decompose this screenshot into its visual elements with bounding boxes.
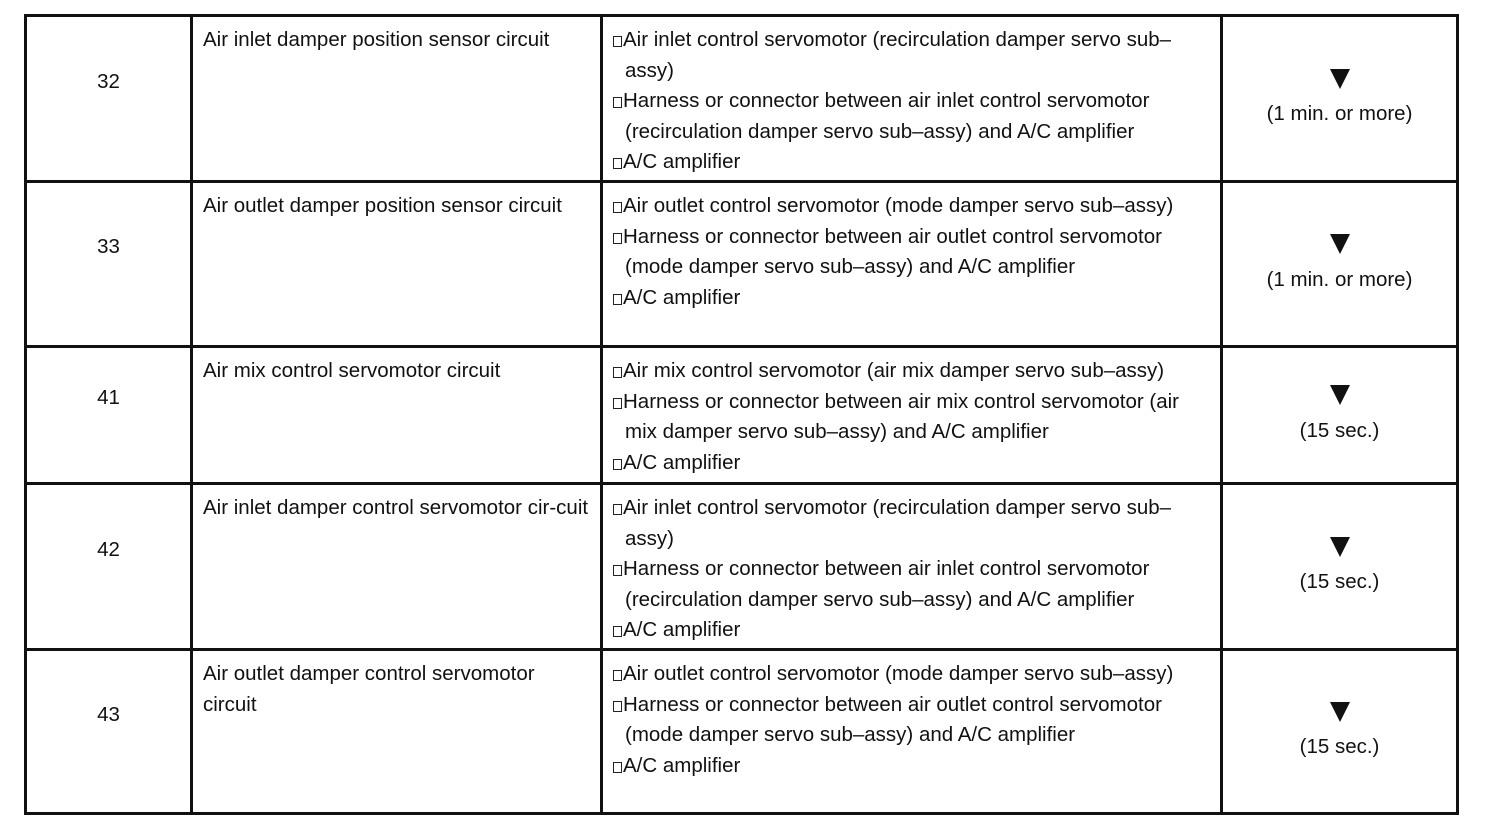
detection-timing-text: (15 sec.)	[1299, 570, 1380, 594]
trouble-area-item: Harness or connector between air inlet control servomotor (recirculation damper servo sub–assy) and A/C amplifier	[613, 86, 1212, 147]
checkbox-bullet-icon	[613, 459, 622, 470]
trouble-area-item: Harness or connector between air mix control servomotor (air mix damper servo sub–assy) and A/C amplifier	[613, 387, 1212, 448]
trouble-area-cell	[602, 484, 1222, 650]
detection-timing-text: (1 min. or more)	[1266, 102, 1413, 126]
trouble-area-cell	[602, 650, 1222, 814]
detection-item-cell	[192, 650, 602, 814]
trouble-area-item: Air inlet control servomotor (recirculation damper servo sub–assy)	[613, 493, 1212, 554]
detection-item-text: Air inlet damper position sensor circuit	[203, 28, 550, 51]
dtc-code-cell	[26, 484, 192, 650]
detection-timing-cell	[1222, 484, 1458, 650]
trouble-area-item: Air mix control servomotor (air mix damper servo sub–assy)	[613, 356, 1212, 387]
dtc-code: 42	[97, 537, 120, 561]
dtc-code-cell	[26, 347, 192, 484]
triangle-down-icon	[1330, 234, 1350, 254]
detection-item-text: Air outlet damper control servomotor circuit	[203, 662, 535, 716]
detection-timing-text: (1 min. or more)	[1266, 267, 1413, 291]
table-row	[26, 484, 1458, 650]
detection-timing-cell	[1222, 650, 1458, 814]
detection-timing-cell	[1222, 182, 1458, 347]
dtc-code: 32	[97, 69, 120, 93]
checkbox-bullet-icon	[613, 97, 622, 108]
trouble-area-item: A/C amplifier	[613, 615, 1212, 646]
detection-item-cell	[192, 182, 602, 347]
checkbox-bullet-icon	[613, 202, 622, 213]
trouble-area-item: Air outlet control servomotor (mode damper servo sub–assy)	[613, 659, 1212, 690]
dtc-code: 33	[97, 235, 120, 258]
detection-item-cell	[192, 347, 602, 484]
trouble-area-item: A/C amplifier	[613, 751, 1212, 782]
dtc-code-cell	[26, 650, 192, 814]
checkbox-bullet-icon	[613, 701, 622, 712]
trouble-area-item: Harness or connector between air inlet control servomotor (recirculation damper servo sub–assy) and A/C amplifier	[613, 554, 1212, 615]
checkbox-bullet-icon	[613, 158, 622, 169]
trouble-area-cell	[602, 347, 1222, 484]
trouble-area-item: A/C amplifier	[613, 147, 1212, 178]
diagnostic-code-table	[24, 14, 1459, 815]
trouble-area-cell	[602, 182, 1222, 347]
detection-item-cell	[192, 484, 602, 650]
trouble-area-cell	[602, 16, 1222, 182]
dtc-code: 41	[97, 386, 120, 409]
triangle-down-icon	[1330, 537, 1350, 557]
triangle-down-icon	[1330, 702, 1350, 722]
checkbox-bullet-icon	[613, 565, 622, 576]
checkbox-bullet-icon	[613, 762, 622, 773]
trouble-area-item: Air inlet control servomotor (recirculation damper servo sub–assy)	[613, 25, 1212, 86]
table-row	[26, 16, 1458, 182]
checkbox-bullet-icon	[613, 670, 622, 681]
detection-timing-text: (15 sec.)	[1299, 735, 1380, 759]
checkbox-bullet-icon	[613, 294, 622, 305]
dtc-code-cell	[26, 182, 192, 347]
detection-timing-text: (15 sec.)	[1299, 418, 1380, 442]
dtc-code: 43	[97, 702, 120, 726]
trouble-area-item: Harness or connector between air outlet control servomotor (mode damper servo sub–assy) and A/C amplifier	[613, 690, 1212, 751]
trouble-area-item: A/C amplifier	[613, 283, 1212, 314]
checkbox-bullet-icon	[613, 36, 622, 47]
detection-item-text: Air mix control servomotor circuit	[203, 359, 501, 382]
table-row	[26, 650, 1458, 814]
checkbox-bullet-icon	[613, 504, 622, 515]
detection-timing-cell	[1222, 16, 1458, 182]
detection-item-text: Air inlet damper control servomotor cir-cuit	[203, 496, 589, 519]
triangle-down-icon	[1330, 385, 1350, 405]
triangle-down-icon	[1330, 69, 1350, 89]
checkbox-bullet-icon	[613, 398, 622, 409]
table-row	[26, 347, 1458, 484]
trouble-area-item: Harness or connector between air outlet control servomotor (mode damper servo sub–assy) and A/C amplifier	[613, 222, 1212, 283]
checkbox-bullet-icon	[613, 233, 622, 244]
checkbox-bullet-icon	[613, 626, 622, 637]
detection-item-text: Air outlet damper position sensor circuit	[203, 194, 562, 217]
detection-timing-cell	[1222, 347, 1458, 484]
diagnostic-code-table-container	[24, 14, 1459, 815]
trouble-area-item: A/C amplifier	[613, 448, 1212, 479]
detection-item-cell	[192, 16, 602, 182]
trouble-area-item: Air outlet control servomotor (mode damper servo sub–assy)	[613, 191, 1212, 222]
table-row	[26, 182, 1458, 347]
checkbox-bullet-icon	[613, 367, 622, 378]
dtc-code-cell	[26, 16, 192, 182]
